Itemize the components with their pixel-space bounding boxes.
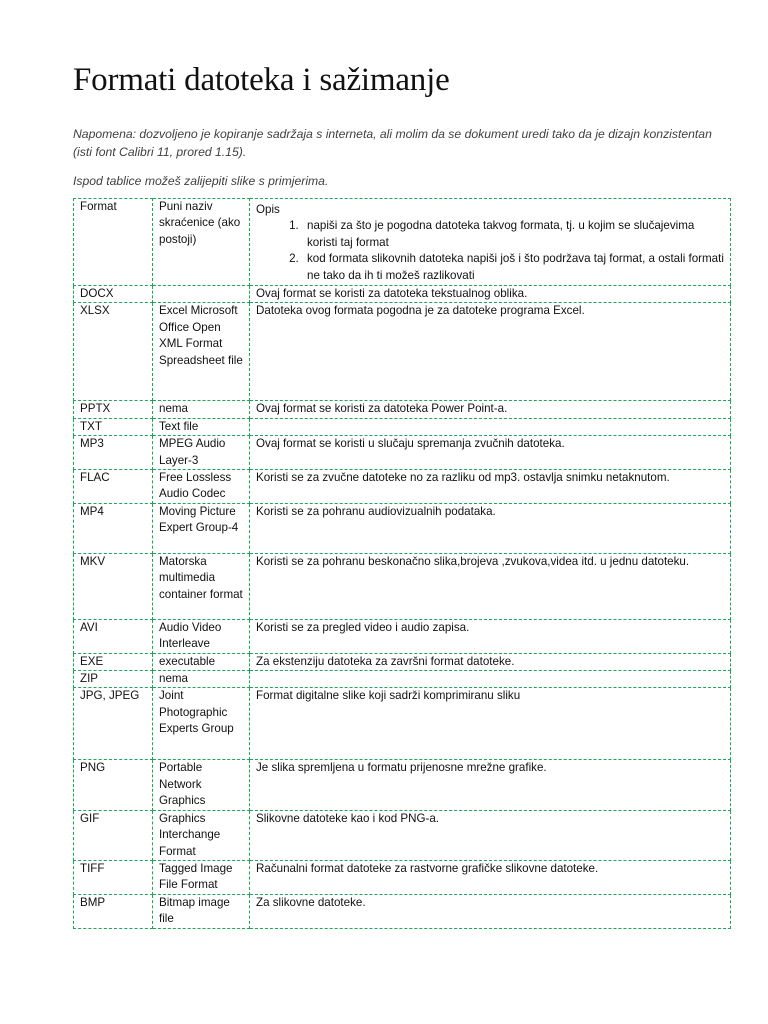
cell-full-name: Bitmap image file	[153, 894, 250, 928]
cell-full-name: Audio Video Interleave	[153, 619, 250, 653]
table-row	[74, 503, 731, 553]
cell-description: Koristi se za zvučne datoteke no za razliku od mp3. ostavlja snimku netaknutom.	[250, 470, 731, 504]
cell-format: GIF	[74, 810, 153, 860]
table-row	[74, 401, 731, 418]
cell-format: TIFF	[74, 860, 153, 894]
instruction-paragraph: Ispod tablice možeš zalijepiti slike s primjerima.	[73, 174, 329, 188]
cell-full-name: Excel Microsoft Office Open XML Format Spreadsheet file	[153, 303, 250, 401]
table-row	[74, 286, 731, 303]
table-row	[74, 653, 731, 670]
cell-full-name: Joint Photographic Experts Group	[153, 688, 250, 760]
cell-format: XLSX	[74, 303, 153, 401]
formats-table	[73, 198, 731, 929]
cell-description: Računalni format datoteke za rastvorne grafičke slikovne datoteke.	[250, 860, 731, 894]
cell-description: Ovaj format se koristi za datoteka Power Point-a.	[250, 401, 731, 418]
cell-description	[250, 418, 731, 435]
cell-description: Format digitalne slike koji sadrži komprimiranu sliku	[250, 688, 731, 760]
table-row	[74, 760, 731, 810]
cell-description: Za ekstenziju datoteka za završni format datoteke.	[250, 653, 731, 670]
cell-description: Je slika spremljena u formatu prijenosne mrežne grafike.	[250, 760, 731, 810]
cell-full-name: Moving Picture Expert Group-4	[153, 503, 250, 553]
description-instruction-item: 2. kod formata slikovnih datoteka napiši još i što podržava taj format, a ostali formati ne tako da ih ti možeš razlikovati	[302, 251, 725, 284]
cell-format: ZIP	[74, 671, 153, 688]
table-row	[74, 810, 731, 860]
cell-format: MKV	[74, 553, 153, 619]
table-row	[74, 688, 731, 760]
description-instruction-item: 1. napiši za što je pogodna datoteka takvog formata, tj. u kojim se slučajevima koristi taj format	[302, 218, 725, 251]
cell-description: Koristi se za pregled video i audio zapisa.	[250, 619, 731, 653]
header-full-name: Puni naziv skraćenice (ako postoji)	[153, 199, 250, 286]
cell-description	[250, 671, 731, 688]
cell-format: TXT	[74, 418, 153, 435]
page-title: Formati datoteka i sažimanje	[73, 62, 450, 98]
table-row	[74, 860, 731, 894]
cell-full-name: nema	[153, 671, 250, 688]
cell-description: Slikovne datoteke kao i kod PNG-a.	[250, 810, 731, 860]
header-description	[250, 199, 731, 286]
cell-full-name: Tagged Image File Format	[153, 860, 250, 894]
cell-full-name	[153, 286, 250, 303]
note-paragraph: Napomena: dozvoljeno je kopiranje sadržaja s interneta, ali molim da se dokument uredi tako da je dizajn konzistentan (isti font Calibri 11, prored 1.15).	[73, 127, 712, 159]
cell-format: JPG, JPEG	[74, 688, 153, 760]
table-row	[74, 671, 731, 688]
table-row	[74, 619, 731, 653]
description-instructions-list	[256, 218, 725, 284]
table-header-row	[74, 199, 731, 286]
cell-description: Za slikovne datoteke.	[250, 894, 731, 928]
cell-format: MP3	[74, 436, 153, 470]
table-row	[74, 418, 731, 435]
cell-description: Koristi se za pohranu audiovizualnih podataka.	[250, 503, 731, 553]
cell-description: Ovaj format se koristi za datoteka tekstualnog oblika.	[250, 286, 731, 303]
cell-full-name: executable	[153, 653, 250, 670]
table-row	[74, 553, 731, 619]
cell-full-name: Graphics Interchange Format	[153, 810, 250, 860]
table-row	[74, 436, 731, 470]
cell-description: Datoteka ovog formata pogodna je za datoteke programa Excel.	[250, 303, 731, 401]
cell-full-name: Text file	[153, 418, 250, 435]
cell-full-name: Free Lossless Audio Codec	[153, 470, 250, 504]
header-format: Format	[74, 199, 153, 286]
table-row	[74, 894, 731, 928]
cell-full-name: nema	[153, 401, 250, 418]
cell-description: Koristi se za pohranu beskonačno slika,brojeva ,zvukova,videa itd. u jednu datoteku.	[250, 553, 731, 619]
cell-format: DOCX	[74, 286, 153, 303]
header-description-title: Opis	[256, 203, 280, 216]
cell-format: MP4	[74, 503, 153, 553]
cell-format: EXE	[74, 653, 153, 670]
cell-format: FLAC	[74, 470, 153, 504]
table-row	[74, 303, 731, 401]
cell-description: Ovaj format se koristi u slučaju spremanja zvučnih datoteka.	[250, 436, 731, 470]
cell-full-name: MPEG Audio Layer-3	[153, 436, 250, 470]
cell-format: PNG	[74, 760, 153, 810]
cell-format: BMP	[74, 894, 153, 928]
table-row	[74, 470, 731, 504]
cell-format: AVI	[74, 619, 153, 653]
cell-full-name: Portable Network Graphics	[153, 760, 250, 810]
cell-full-name: Matorska multimedia container format	[153, 553, 250, 619]
cell-format: PPTX	[74, 401, 153, 418]
